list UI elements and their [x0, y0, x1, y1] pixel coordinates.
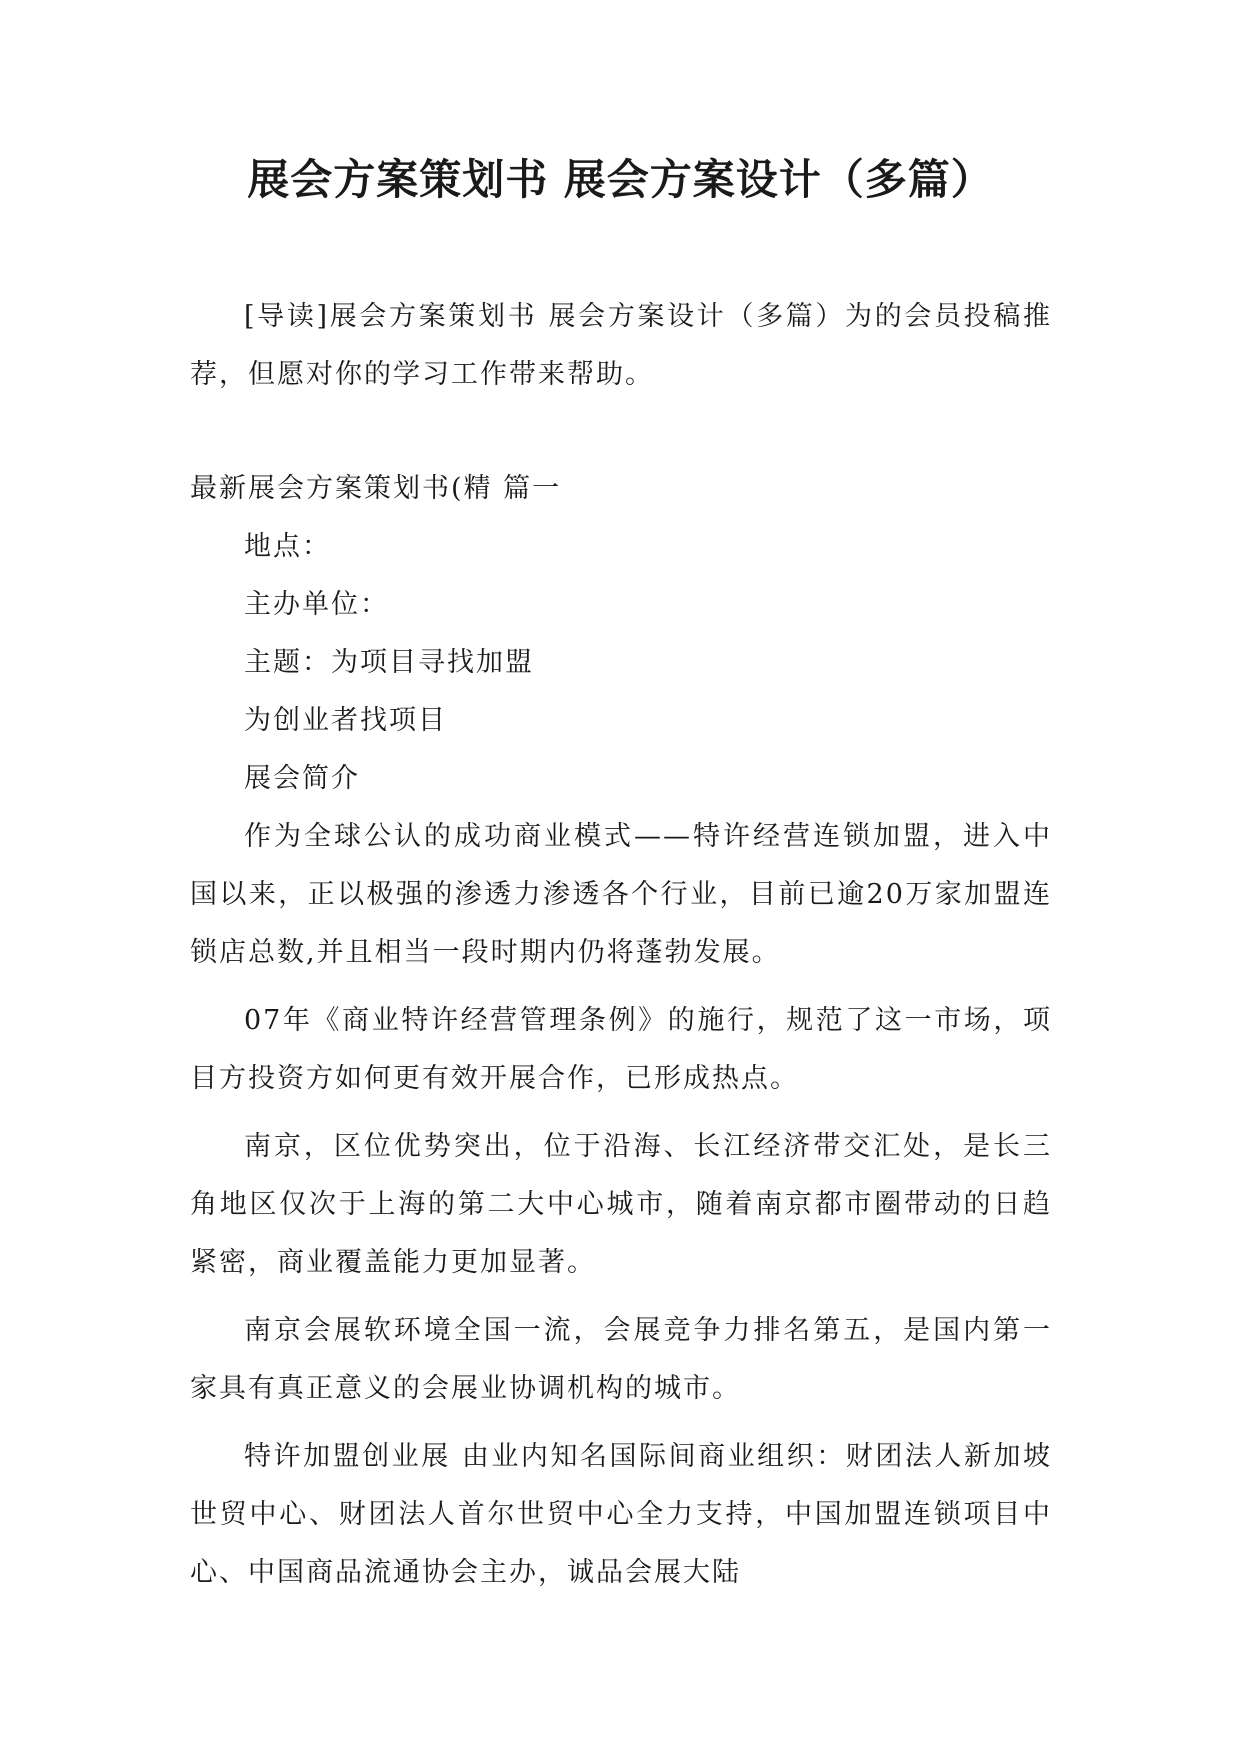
paragraph-franchise: 作为全球公认的成功商业模式——特许经营连锁加盟，进入中国以来，正以极强的渗透力渗透各个行业，目前已逾20万家加盟连锁店总数,并且相当一段时期内仍将蓬勃发展。 [190, 821, 1052, 968]
paragraph-theme: 主题：为项目寻找加盟 [244, 647, 534, 678]
document-title: 展会方案策划书 展会方案设计（多篇） [247, 155, 994, 204]
paragraph-exhibition-env: 南京会展软环境全国一流，会展竞争力排名第五，是国内第一家具有真正意义的会展业协调机构的城市。 [190, 1315, 1052, 1404]
paragraph-location: 地点： [244, 531, 331, 562]
section-heading: 最新展会方案策划书(精 篇一 [190, 473, 562, 504]
spacer [190, 1108, 1052, 1118]
paragraph-nanjing: 南京，区位优势突出，位于沿海、长江经济带交汇处，是长三角地区仅次于上海的第二大中心城市，随着南京都市圈带动的日趋紧密，商业覆盖能力更加显著。 [190, 1131, 1052, 1278]
paragraph-organizer: 主办单位： [244, 589, 389, 620]
spacer [190, 1418, 1052, 1428]
paragraph-regulation: 07年《商业特许经营管理条例》的施行，规范了这一市场，项目方投资方如何更有效开展合作，已形成热点。 [190, 1005, 1052, 1094]
document-body [190, 288, 1052, 1602]
spacer [190, 404, 1052, 460]
spacer [190, 1292, 1052, 1302]
spacer [190, 982, 1052, 992]
paragraph-intro-heading: 展会简介 [244, 763, 360, 794]
intro-paragraph: [导读]展会方案策划书 展会方案设计（多篇）为的会员投稿推荐，但愿对你的学习工作带来帮助。 [190, 301, 1052, 390]
paragraph-support: 特许加盟创业展 由业内知名国际间商业组织：财团法人新加坡世贸中心、财团法人首尔世贸中心全力支持，中国加盟连锁项目中心、中国商品流通协会主办，诚品会展大陆 [190, 1441, 1052, 1588]
paragraph-theme-sub: 为创业者找项目 [244, 705, 447, 736]
